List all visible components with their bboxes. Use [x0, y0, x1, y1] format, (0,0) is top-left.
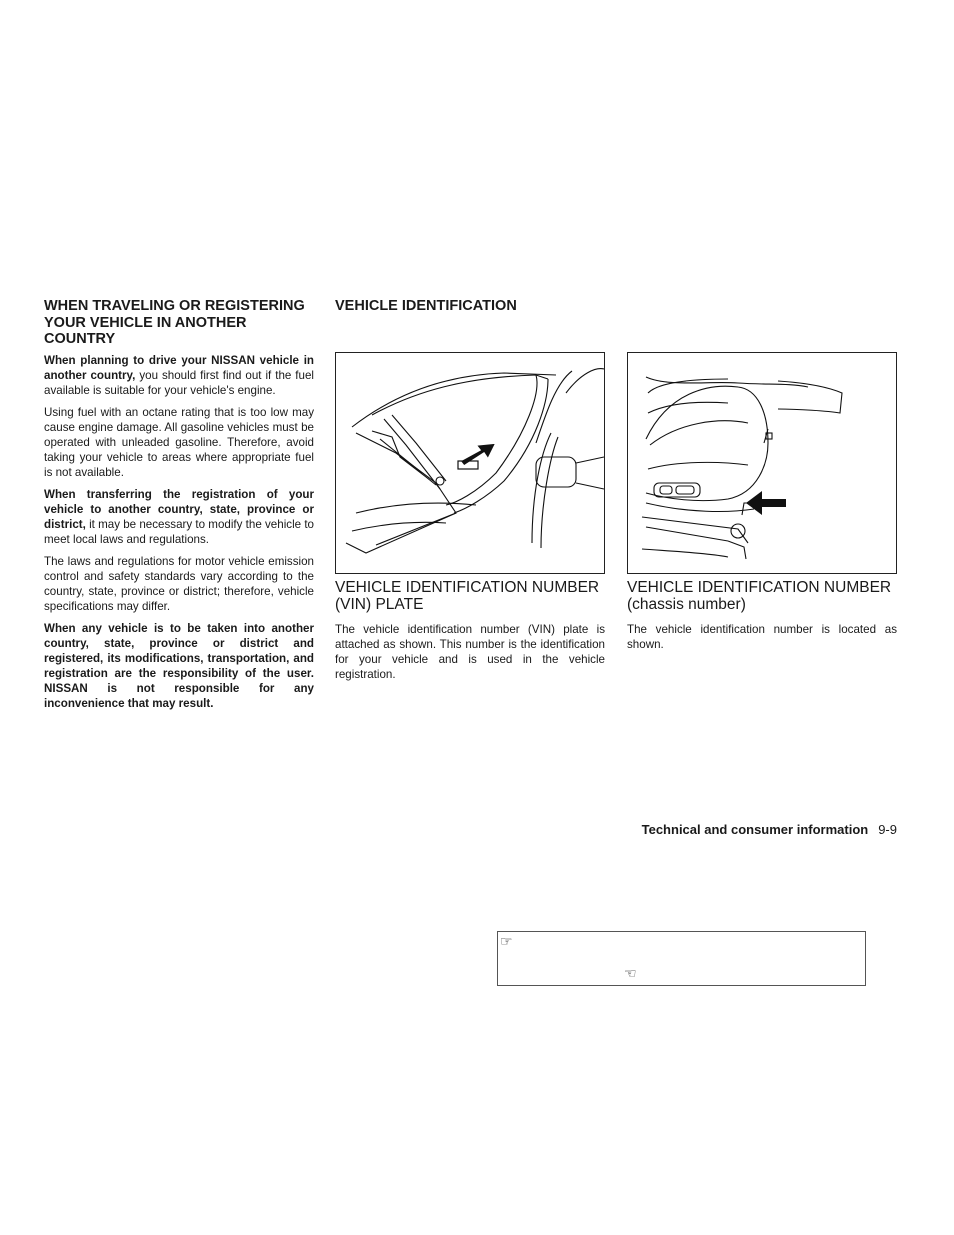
- transferring-rest: it may be necessary to modify the vehicle to meet local laws and regulations.: [44, 517, 314, 546]
- planning-rest: you should first find out if the fuel available is suitable for your vehicle's engine.: [44, 368, 314, 397]
- transferring-lead: When transferring the registration of your vehicle to another country, state, province or district,: [44, 487, 314, 531]
- vin-plate-text: The vehicle identification number (VIN) plate is attached as shown. This number is the identification for your vehicle and is used in the vehicle registration.: [335, 623, 605, 681]
- paragraph-octane: Using fuel with an octane rating that is too low may cause engine damage. All gasoline vehicles must be operated with unleaded gasoline. Therefore, avoid taking your vehicle to areas where appropriate fuel is not available.: [44, 405, 314, 479]
- paragraph-responsibility: When any vehicle is to be taken into another country, state, province or district and registered, its modifications, transportation, and registration are the responsibility of the user. NISSAN is not responsible for any inconvenience that may result.: [44, 621, 314, 710]
- chassis-number-text: The vehicle identification number is located as shown.: [627, 623, 897, 651]
- paragraph-planning: [44, 353, 314, 398]
- chassis-number-illustration: [627, 352, 897, 574]
- paragraph-laws: The laws and regulations for motor vehicle emission control and safety standards vary according to the country, state, province or district; therefore, vehicle specifications may differ.: [44, 554, 314, 613]
- chassis-title-line2: (chassis number): [627, 596, 746, 613]
- vehicle-identification-heading: VEHICLE IDENTIFICATION: [335, 298, 517, 314]
- seat-floor-drawing: [628, 353, 896, 573]
- chassis-title-line1: VEHICLE IDENTIFICATION NUMBER: [627, 579, 892, 596]
- vin-arrow-icon: [458, 443, 496, 469]
- left-column: [44, 298, 314, 711]
- footer-section: Technical and consumer information: [641, 822, 869, 837]
- reference-box: [497, 931, 866, 986]
- middle-column-header: [335, 298, 605, 315]
- vin-plate-title: VEHICLE IDENTIFICATION NUMBER (VIN) PLATE: [335, 579, 600, 613]
- vin-plate-illustration: [335, 352, 605, 574]
- chassis-number-title: [627, 579, 902, 613]
- paragraph-transferring: [44, 487, 314, 547]
- pointing-hand-icon: ☞: [500, 933, 513, 949]
- planning-lead: When planning to drive your NISSAN vehicle in another country,: [44, 353, 314, 382]
- traveling-heading: WHEN TRAVELING OR REGISTERING YOUR VEHICLE IN ANOTHER COUNTRY: [44, 298, 305, 347]
- chassis-arrow-icon: [746, 491, 786, 515]
- pointing-hand-icon: ☜: [624, 965, 637, 981]
- page-footer: [642, 822, 897, 837]
- windshield-drawing: [336, 353, 604, 573]
- page-number: 9-9: [878, 822, 897, 837]
